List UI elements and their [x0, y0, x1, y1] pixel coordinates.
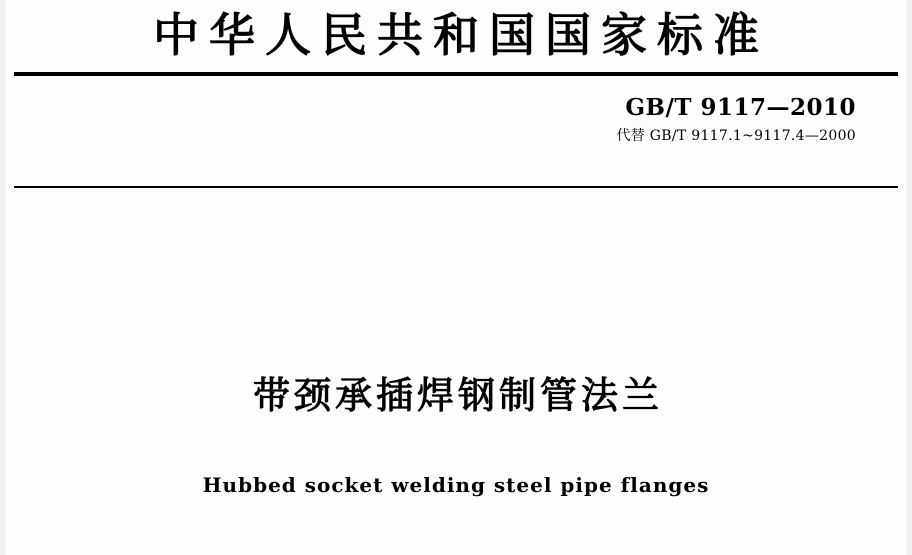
document-title-chinese: 带颈承插焊钢制管法兰	[253, 374, 663, 417]
standard-designation-block	[616, 94, 856, 146]
designation-divider-rule	[14, 186, 898, 188]
standard-number: GB/T 9117—2010	[625, 94, 856, 121]
document-title-english: Hubbed socket welding steel pipe flanges	[202, 473, 710, 497]
national-standard-banner	[0, 6, 912, 64]
banner-divider-rule	[14, 72, 898, 76]
standard-replaces-note: 代替 GB/T 9117.1~9117.4—2000	[616, 128, 856, 144]
title-block	[0, 372, 912, 498]
banner-title: 中华人民共和国国家标准	[153, 8, 769, 62]
